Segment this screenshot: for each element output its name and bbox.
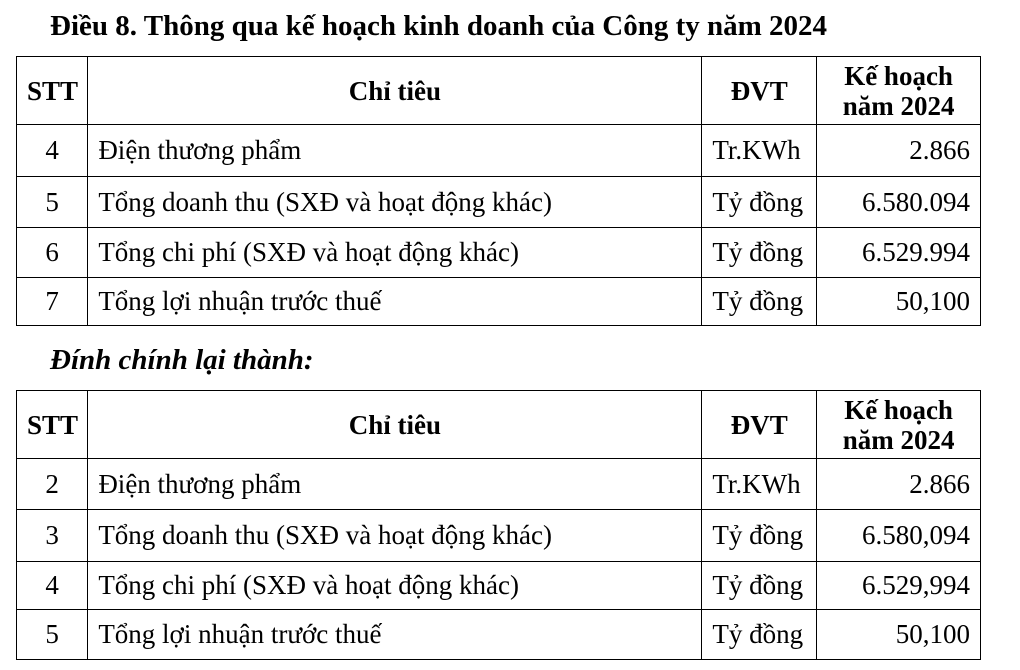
cell-unit: Tr.KWh <box>702 125 817 177</box>
correction-heading: Đính chính lại thành: <box>50 344 314 376</box>
cell-unit: Tỷ đồng <box>702 228 817 278</box>
table-row <box>17 562 981 610</box>
original-plan-table <box>16 56 981 326</box>
header-plan <box>817 391 981 459</box>
cell-plan: 6.529.994 <box>817 228 981 278</box>
cell-indicator: Tổng lợi nhuận trước thuế <box>88 278 702 326</box>
article-heading: Điều 8. Thông qua kế hoạch kinh doanh của Công ty năm 2024 <box>50 10 828 42</box>
header-stt: STT <box>17 57 88 125</box>
cell-unit: Tỷ đồng <box>702 510 817 562</box>
header-plan-line1: Kế hoạch <box>844 394 953 425</box>
table-row <box>17 610 981 660</box>
cell-stt: 4 <box>17 562 88 610</box>
header-indicator: Chỉ tiêu <box>88 391 702 459</box>
table-row <box>17 177 981 228</box>
cell-unit: Tỷ đồng <box>702 278 817 326</box>
cell-indicator: Tổng doanh thu (SXĐ và hoạt động khác) <box>88 177 702 228</box>
cell-indicator: Tổng chi phí (SXĐ và hoạt động khác) <box>88 228 702 278</box>
header-unit: ĐVT <box>702 57 817 125</box>
cell-plan: 2.866 <box>817 125 981 177</box>
cell-indicator: Điện thương phẩm <box>88 459 702 510</box>
header-plan-line1: Kế hoạch <box>844 60 953 91</box>
table-header-row <box>17 391 981 459</box>
cell-indicator: Tổng doanh thu (SXĐ và hoạt động khác) <box>88 510 702 562</box>
cell-unit: Tỷ đồng <box>702 177 817 228</box>
table-row <box>17 510 981 562</box>
corrected-plan-table <box>16 390 981 660</box>
cell-plan: 6.580,094 <box>817 510 981 562</box>
cell-stt: 2 <box>17 459 88 510</box>
header-plan <box>817 57 981 125</box>
cell-stt: 3 <box>17 510 88 562</box>
cell-plan: 6.529,994 <box>817 562 981 610</box>
header-plan-line2: năm 2024 <box>842 424 955 455</box>
cell-plan: 50,100 <box>817 610 981 660</box>
cell-stt: 7 <box>17 278 88 326</box>
header-indicator: Chỉ tiêu <box>88 57 702 125</box>
header-plan-line2: năm 2024 <box>842 90 955 121</box>
cell-stt: 5 <box>17 177 88 228</box>
cell-plan: 6.580.094 <box>817 177 981 228</box>
cell-unit: Tỷ đồng <box>702 610 817 660</box>
table-row <box>17 228 981 278</box>
table-header-row <box>17 57 981 125</box>
header-stt: STT <box>17 391 88 459</box>
cell-indicator: Tổng chi phí (SXĐ và hoạt động khác) <box>88 562 702 610</box>
table-row <box>17 278 981 326</box>
cell-unit: Tỷ đồng <box>702 562 817 610</box>
table-row <box>17 125 981 177</box>
cell-unit: Tr.KWh <box>702 459 817 510</box>
cell-stt: 4 <box>17 125 88 177</box>
table-row <box>17 459 981 510</box>
cell-plan: 2.866 <box>817 459 981 510</box>
cell-indicator: Tổng lợi nhuận trước thuế <box>88 610 702 660</box>
cell-stt: 5 <box>17 610 88 660</box>
cell-stt: 6 <box>17 228 88 278</box>
cell-indicator: Điện thương phẩm <box>88 125 702 177</box>
cell-plan: 50,100 <box>817 278 981 326</box>
header-unit: ĐVT <box>702 391 817 459</box>
